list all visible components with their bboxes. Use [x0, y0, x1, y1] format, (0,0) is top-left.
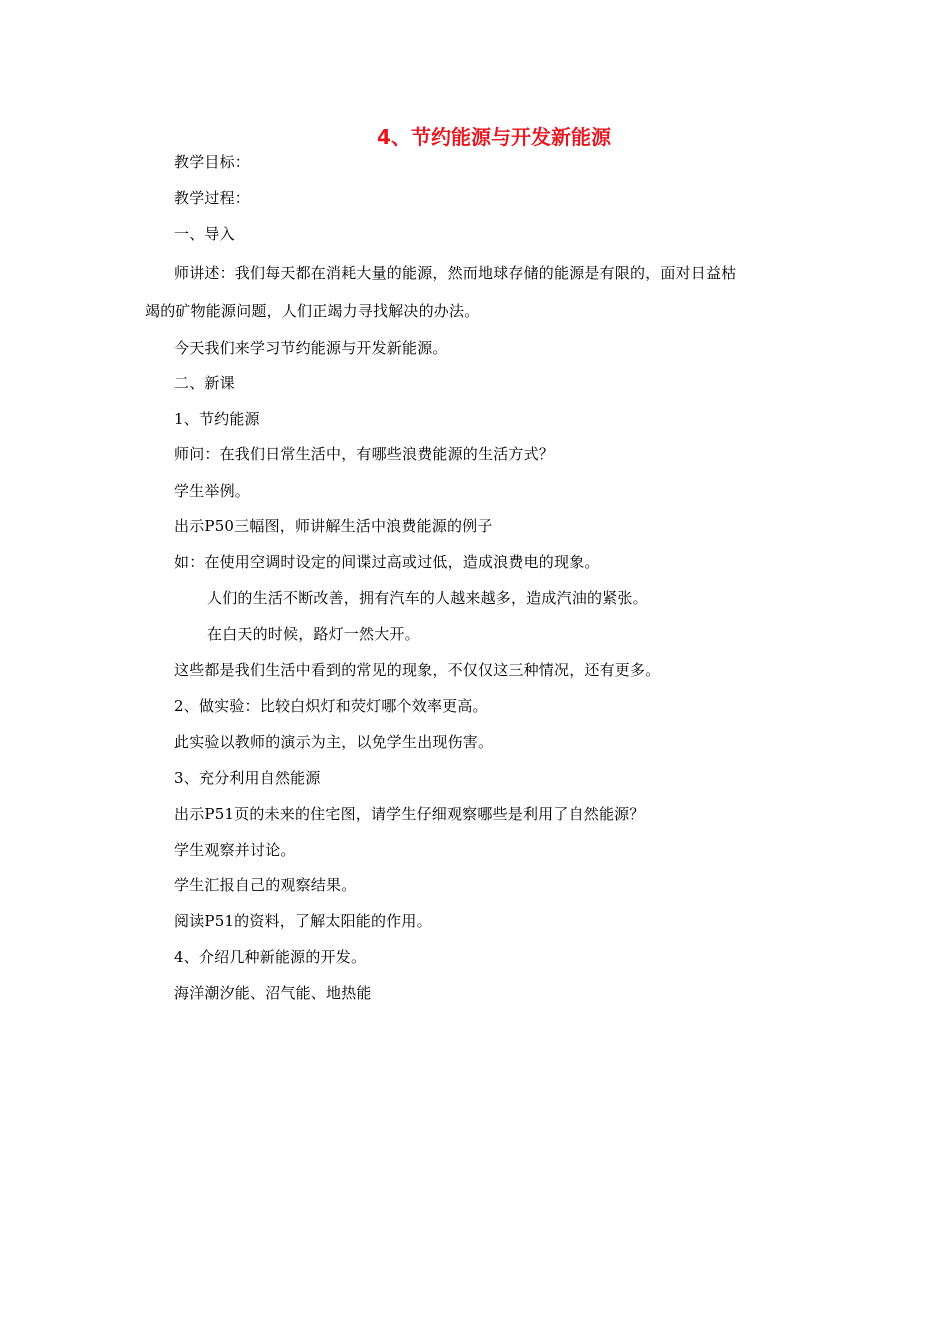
text-line-experiment: 2、做实验：比较白炽灯和荧灯哪个效率更高。 [174, 697, 488, 715]
text-line-show-p50: 出示P50三幅图，师讲解生活中浪费能源的例子 [174, 517, 493, 535]
text-line-teaching-process: 教学过程： [174, 189, 251, 207]
text-line-section-new-lesson: 二、新课 [174, 374, 235, 392]
text-line-experiment-demo: 此实验以教师的演示为主，以免学生出现伤害。 [174, 733, 494, 751]
text-line-show-p51: 出示P51页的未来的住宅图，请学生仔细观察哪些是利用了自然能源？ [174, 805, 645, 823]
text-line-natural-energy: 3、充分利用自然能源 [174, 769, 321, 787]
text-line-teacher-narration: 师讲述：我们每天都在消耗大量的能源，然而地球存储的能源是有限的，面对日益枯 [174, 264, 737, 282]
text-line-report-results: 学生汇报自己的观察结果。 [174, 876, 357, 894]
text-line-observe-discuss: 学生观察并讨论。 [174, 841, 296, 859]
text-line-read-p51: 阅读P51的资料，了解太阳能的作用。 [174, 912, 432, 930]
text-line-new-energy-dev: 4、介绍几种新能源的开发。 [174, 948, 367, 966]
document-title: 4、节约能源与开发新能源 [377, 125, 611, 149]
text-line-section-intro: 一、导入 [174, 225, 235, 243]
text-line-teaching-goals: 教学目标： [174, 153, 251, 171]
text-line-student-examples: 学生举例。 [174, 482, 251, 500]
text-line-common-phenomena: 这些都是我们生活中看到的常见的现象，不仅仅这三种情况，还有更多。 [174, 661, 661, 679]
text-line-energy-types: 海洋潮汐能、沼气能、地热能 [174, 984, 372, 1002]
text-line-narration-continued: 竭的矿物能源问题，人们正竭力寻找解决的办法。 [145, 302, 480, 320]
text-line-example-cars: 人们的生活不断改善，拥有汽车的人越来越多，造成汽油的紧张。 [207, 589, 648, 607]
text-line-example-aircon: 如：在使用空调时设定的间谍过高或过低，造成浪费电的现象。 [174, 553, 600, 571]
text-line-example-streetlights: 在白天的时候，路灯一然大开。 [207, 625, 420, 643]
text-line-today-topic: 今天我们来学习节约能源与开发新能源。 [174, 339, 448, 357]
text-line-teacher-question: 师问：在我们日常生活中，有哪些浪费能源的生活方式？ [174, 445, 555, 463]
text-line-saving-energy: 1、节约能源 [174, 410, 260, 428]
